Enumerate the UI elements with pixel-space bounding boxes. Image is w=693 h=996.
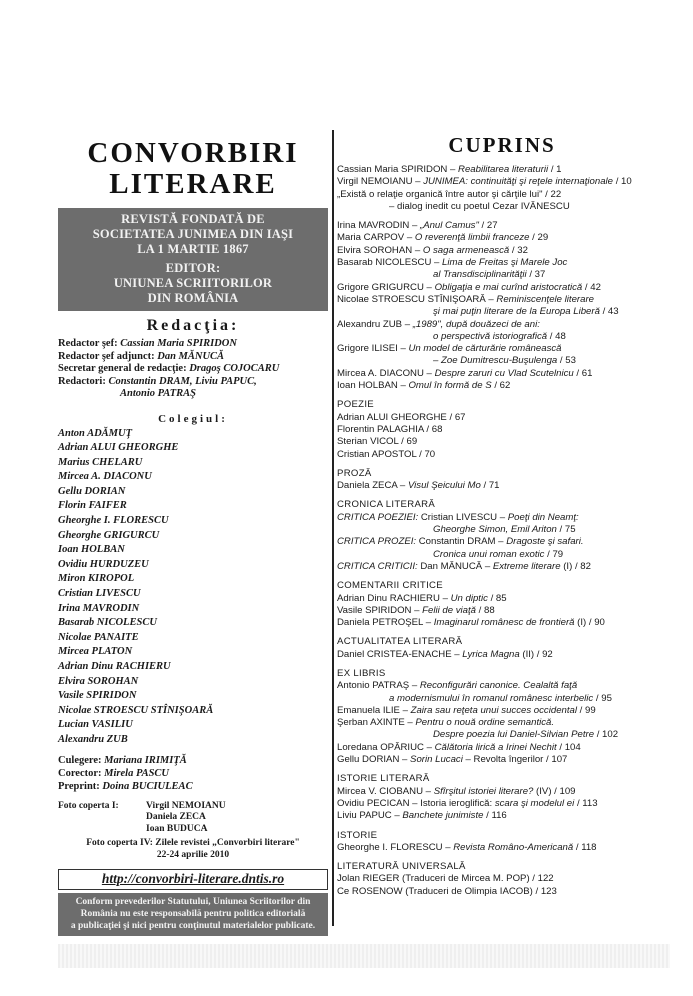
cover1-label: Foto coperta I:: [58, 800, 119, 811]
disclaimer-line: a publicaţiei şi nici pentru conţinutul materialelor publicate.: [70, 921, 316, 932]
member-name: Mircea A. DIACONU: [58, 471, 152, 483]
toc-entry: [337, 368, 667, 380]
page-number: / 22: [542, 188, 562, 200]
toc-entry: [337, 424, 667, 436]
entry-title: „1989", după douăzeci de ani:: [412, 318, 540, 330]
page-number: / 27: [478, 220, 498, 232]
founded-line: LA 1 MARTIE 1867: [137, 242, 249, 256]
member-name: Elvira SOROHAN: [58, 675, 139, 687]
member-name: Nicolae PANAITE: [58, 631, 139, 643]
entry-title: CRITICA CRITICII:: [337, 560, 418, 572]
toc-entry: [337, 201, 667, 213]
member-name: Mircea PLATON: [58, 646, 133, 658]
page-number: (I) / 90: [574, 617, 605, 629]
entry-title: Dragoste şi safari.: [506, 536, 584, 548]
entry-title: Felii de viaţă: [422, 604, 476, 616]
toc-entry: [337, 294, 667, 306]
entry-author: Daniel CRISTEA-ENACHE –: [337, 648, 463, 660]
section-title: EX LIBRIS: [337, 667, 386, 679]
entry-title: scara şi modelul ei: [494, 797, 575, 809]
toc-entry: [337, 705, 667, 717]
section-title: ISTORIE: [337, 829, 378, 841]
entry-author: Basarab NICOLESCU –: [337, 257, 443, 269]
entry-title: Omul în formă de S: [408, 380, 492, 392]
entry-title: Călătoria lirică a Irinei Nechit: [434, 741, 557, 753]
entry-author: Alexandru ZUB –: [337, 318, 413, 330]
entry-author: Vasile SPIRIDON –: [337, 604, 423, 616]
toc-section-heading: [337, 580, 667, 592]
entry-title: Pentru o nouă ordine semantică.: [415, 717, 555, 729]
toc-entry: [337, 436, 667, 448]
entry-title: „Anul Camus": [420, 220, 479, 232]
disclaimer-line: România nu este responsabilă pentru politica editorială: [80, 909, 306, 920]
toc-section-heading: [337, 468, 667, 480]
toc-section-heading: [337, 830, 667, 842]
member-name: Vasile SPIRIDON: [58, 690, 137, 702]
table-of-contents: [337, 164, 667, 898]
page-number: / 107: [543, 754, 568, 766]
staff-list: [58, 338, 328, 401]
entry-title: Banchete junimiste: [402, 810, 484, 822]
toc-entry: [337, 343, 667, 355]
entry-title: Lima de Freitas şi Marele Joc: [442, 257, 568, 269]
entry-author: Maria CARPOV –: [337, 232, 415, 244]
entry-title: O reverenţă limbii franceze: [414, 232, 530, 244]
toc-section-heading: [337, 668, 667, 680]
toc-entry: [337, 282, 667, 294]
staff-row: [58, 338, 328, 351]
page-number: / 104: [556, 741, 581, 753]
toc-entry: [337, 886, 667, 898]
member-name: Anton ADĂMUŢ: [58, 427, 133, 439]
page-number: / 62: [491, 380, 511, 392]
tech-name: Mirela PASCU: [104, 767, 170, 779]
toc-entry: [337, 742, 667, 754]
entry-author: Virgil NEMOIANU –: [337, 176, 424, 188]
entry-author: Grigore GRIGURCU –: [337, 281, 435, 293]
staff-row: [58, 363, 328, 376]
toc-entry: [337, 257, 667, 269]
entry-author: Elvira SOROHAN –: [337, 244, 423, 256]
tech-role: Culegere:: [58, 754, 102, 766]
toc-entry: [337, 842, 667, 854]
page-number: / 1: [548, 164, 562, 175]
toc-entry: [337, 810, 667, 822]
staff-role: Redactori:: [58, 375, 106, 387]
toc-entry: [337, 319, 667, 331]
section-title: CRONICA LITERARĂ: [337, 499, 436, 511]
section-title: PROZĂ: [337, 467, 372, 479]
member-name: Alexandru ZUB: [58, 733, 128, 745]
staff-name: Constantin DRAM, Liviu PAPUC,: [108, 375, 257, 387]
entry-title: Gheorghe Simon, Emil Ariton: [433, 524, 557, 536]
page-number: / 48: [547, 330, 566, 342]
member-name: Miron KIROPOL: [58, 573, 135, 585]
entry-title: o perspectivă istoriografică: [433, 330, 548, 342]
entry-author: Daniela ZECA –: [337, 480, 408, 492]
column-divider: [332, 130, 334, 926]
page-number: / 43: [599, 306, 619, 318]
entry-title: Sorin Lucaci: [410, 754, 463, 766]
member-name: Nicolae STROESCU STÎNIŞOARĂ: [58, 704, 214, 716]
section-title: LITERATURĂ UNIVERSALĂ: [337, 861, 466, 873]
member-name: Marius CHELARU: [58, 456, 143, 468]
entry-author: – dialog inedit cu poetul Cezar IVĂNESCU: [389, 200, 570, 212]
page-number: / 122: [529, 873, 554, 885]
staff-name: Cassian Maria SPIRIDON: [120, 338, 237, 349]
toc-entry: [337, 605, 667, 617]
entry-author: Dan MĂNUCĂ –: [417, 560, 493, 572]
toc-entry: [337, 189, 667, 201]
page-number: / 102: [594, 729, 619, 741]
staff-name: Antonio PATRAŞ: [120, 388, 196, 399]
entry-title: O saga armenească: [422, 244, 510, 256]
page-number: / 116: [483, 810, 507, 822]
toc-section-heading: [337, 636, 667, 648]
toc-entry: [337, 480, 667, 492]
founded-box: [58, 208, 328, 311]
page-number: / 113: [574, 797, 598, 809]
founded-line: REVISTĂ FONDATĂ DE: [121, 212, 265, 226]
members-list: [58, 427, 328, 748]
editor-line: UNIUNEA SCRIITORILOR: [113, 276, 273, 290]
member-name: Lucian VASILIU: [58, 719, 133, 731]
entry-title: Un diptic: [450, 592, 488, 604]
tech-row: [58, 754, 328, 767]
staff-role: Redactor şef adjunct:: [58, 350, 155, 362]
page-number: / 61: [573, 367, 593, 379]
member-name: Gheorghe I. FLORESCU: [58, 515, 169, 527]
toc-entry: [337, 693, 667, 705]
member-name: Ovidiu HURDUZEU: [58, 558, 149, 570]
member-name: Gellu DORIAN: [58, 485, 126, 497]
page-number: / 70: [416, 448, 436, 460]
tech-role: Preprint:: [58, 780, 100, 792]
entry-title: Zaira sau reţeta unui succes occidental: [410, 704, 577, 716]
photo-credits: [58, 801, 328, 862]
page-number: / 37: [526, 269, 546, 281]
page-number: / 69: [398, 436, 418, 448]
section-title: ISTORIE LITERARĂ: [337, 773, 430, 785]
entry-title: Revista Româno-Americană: [453, 841, 574, 853]
toc-entry: [337, 536, 667, 548]
toc-gap: [337, 213, 667, 220]
cover4-date: 22-24 aprilie 2010: [156, 849, 230, 860]
entry-author: Gellu DORIAN –: [337, 754, 411, 766]
tech-role: Corector:: [58, 767, 102, 779]
entry-author: Florentin PALAGHIA: [337, 423, 424, 435]
section-title: POEZIE: [337, 399, 374, 411]
entry-title: a modernismului în romanul românesc interbelic: [389, 692, 594, 704]
member-name: Basarab NICOLESCU: [58, 617, 157, 629]
entry-author: Ce ROSENOW (Traduceri de Olimpia IACOB): [337, 885, 533, 897]
toc-section-heading: [337, 861, 667, 873]
page-number: / 32: [509, 244, 528, 256]
page-number: / 29: [529, 232, 549, 244]
disclaimer-line: Conform prevederilor Statutului, Uniunea Scriitorilor din: [75, 897, 311, 908]
tech-credits: [58, 754, 328, 793]
entry-title: Obligaţia e mai curînd aristocratică: [434, 281, 583, 293]
staff-role: Secretar general de redacţie:: [58, 363, 187, 374]
toc-entry: [337, 617, 667, 629]
founded-line: SOCIETATEA JUNIMEA DIN IAŞI: [92, 227, 294, 241]
entry-author: Mircea V. CIOBANU –: [337, 785, 434, 797]
entry-author: „Există o relaţie organică între autor şi cărţile lui": [337, 188, 543, 200]
entry-author: Nicolae STROESCU STÎNIŞOARĂ –: [337, 293, 497, 305]
entry-author: Ioan HOLBAN –: [337, 380, 409, 392]
page-number: / 88: [476, 604, 495, 616]
entry-author: Liviu PAPUC –: [337, 810, 403, 822]
page-number: / 68: [423, 423, 443, 435]
toc-entry: [337, 561, 667, 573]
cover1-name: Ioan BUDUCA: [146, 823, 208, 834]
page-number: / 99: [577, 704, 596, 716]
entry-author: Adrian Dinu RACHIERU –: [337, 592, 451, 604]
cover1-name: Daniela ZECA: [146, 812, 206, 823]
toc-entry: [337, 380, 667, 392]
entry-author: Cassian Maria SPIRIDON –: [337, 164, 459, 175]
toc-entry: [337, 593, 667, 605]
staff-name: Dragoş COJOCARU: [189, 363, 280, 374]
entry-title: Cronica unui roman exotic: [433, 548, 545, 560]
contents-column: [337, 133, 667, 898]
staff-row: [58, 388, 328, 401]
page-number: / 67: [446, 411, 466, 423]
page-number: / 95: [593, 692, 612, 704]
toc-section-heading: [337, 499, 667, 511]
page-number: / 42: [582, 281, 601, 293]
entry-author: Gheorghe I. FLORESCU –: [337, 841, 454, 853]
toc-entry: [337, 786, 667, 798]
page-number: / 71: [480, 480, 500, 492]
toc-entry: [337, 232, 667, 244]
editor-line: DIN ROMÂNIA: [147, 291, 239, 305]
entry-author: Loredana OPĂRIUC –: [337, 741, 435, 753]
page-number: / 118: [573, 841, 597, 853]
member-name: Florin FAIFER: [58, 500, 127, 512]
entry-title: Un model de cărturărie românească: [408, 343, 562, 355]
page-number: / 85: [487, 592, 507, 604]
entry-title: JUNIMEA: continuităţi şi reţele internaţionale: [423, 176, 614, 188]
member-name: Adrian Dinu RACHIERU: [58, 661, 171, 672]
entry-author: Cristian APOSTOL: [337, 448, 417, 460]
entry-author: Antonio PATRAŞ –: [337, 680, 420, 692]
member-name: Adrian ALUI GHEORGHE: [58, 442, 179, 454]
entry-title: CRITICA PROZEI:: [337, 536, 417, 548]
member-name: Gheorghe GRIGURCU: [58, 529, 160, 541]
entry-title: Imaginarul românesc de frontieră: [433, 617, 575, 629]
entry-author: Adrian ALUI GHEORGHE: [337, 411, 447, 423]
toc-entry: [337, 680, 667, 692]
staff-row: [58, 351, 328, 364]
toc-entry: [337, 754, 667, 766]
entry-author: Grigore ILISEI –: [337, 343, 409, 355]
toc-entry: [337, 355, 667, 367]
member-name: Cristian LIVESCU: [58, 588, 141, 600]
tech-row: [58, 780, 328, 793]
staff-role: Redactor şef:: [58, 338, 118, 349]
toc-entry: [337, 306, 667, 318]
page-number: (II) / 92: [519, 648, 553, 660]
masthead-title: [58, 138, 328, 200]
page-number: / 79: [544, 548, 564, 560]
toc-entry: [337, 449, 667, 461]
page-number: (I) / 82: [560, 560, 591, 572]
entry-author: Jolan RIEGER (Traduceri de Mircea M. POP): [337, 873, 530, 885]
entry-author: Cristian LIVESCU –: [418, 511, 508, 523]
toc-entry: [337, 176, 667, 188]
contents-title: CUPRINS: [448, 133, 556, 157]
masthead-line: CONVORBIRI: [87, 137, 299, 169]
toc-entry: [337, 798, 667, 810]
member-name: Irina MAVRODIN: [58, 602, 140, 614]
page-number: / 53: [557, 355, 576, 367]
toc-entry: [337, 549, 667, 561]
page-number: / 10: [613, 176, 632, 188]
page-number: / 123: [532, 885, 557, 897]
toc-entry: [337, 873, 667, 885]
tech-name: Doina BUCIULEAC: [102, 780, 193, 792]
page-number: (IV) / 109: [533, 785, 576, 797]
toc-entry: [337, 220, 667, 232]
section-title: COMENTARII CRITICE: [337, 580, 443, 592]
page-bottom-band: [58, 944, 670, 968]
entry-author: Daniela PETROŞEL –: [337, 617, 434, 629]
entry-author: Mircea A. DIACONU –: [337, 367, 435, 379]
cover1-name: Virgil NEMOIANU: [146, 800, 226, 811]
member-name: Ioan HOLBAN: [58, 544, 125, 556]
toc-entry: [337, 717, 667, 729]
staff-row: [58, 376, 328, 389]
toc-entry: [337, 512, 667, 524]
colegiul-heading: Colegiul:: [158, 412, 228, 425]
entry-author: Constantin DRAM –: [416, 536, 507, 548]
tech-row: [58, 767, 328, 780]
entry-title: Reminiscenţele literare: [496, 293, 594, 305]
entry-author: Sterian VICOL: [337, 436, 399, 448]
page-number: / 75: [556, 524, 576, 536]
toc-entry: [337, 164, 667, 176]
section-title: ACTUALITATEA LITERARĂ: [337, 636, 463, 648]
entry-author: Emanuela ILIE –: [337, 704, 411, 716]
toc-entry: [337, 331, 667, 343]
staff-name: Dan MĂNUCĂ: [157, 350, 225, 362]
entry-author: Şerban AXINTE –: [337, 717, 416, 729]
entry-title: Extreme literare: [492, 560, 561, 572]
entry-title: al Transdisciplinarităţii: [433, 269, 527, 281]
entry-title: CRITICA POEZIEI:: [337, 511, 419, 523]
entry-title: Despre zaruri cu Vlad Scutelnicu: [434, 367, 574, 379]
toc-entry: [337, 245, 667, 257]
entry-title: şi mai puţin literare de la Europa Liberă: [433, 306, 600, 318]
redactia-heading: Redacţia:: [146, 317, 240, 334]
masthead-column: [58, 138, 328, 936]
editor-line: EDITOR:: [165, 261, 221, 275]
toc-entry: [337, 729, 667, 741]
masthead-line: LITERARE: [109, 168, 277, 200]
toc-entry: [337, 412, 667, 424]
disclaimer-box: [58, 893, 328, 936]
tech-name: Mariana IRIMIŢĂ: [104, 754, 187, 766]
entry-title: Visul Şeicului Mo: [407, 480, 481, 492]
entry-title: – Zoe Dumitrescu-Buşulenga: [433, 355, 558, 367]
entry-title: Despre poezia lui Daniel-Silvian Petre: [433, 729, 595, 741]
entry-title: Reabilitarea literaturii: [458, 164, 549, 175]
toc-entry: [337, 269, 667, 281]
toc-section-heading: [337, 773, 667, 785]
entry-title: Lyrica Magna: [462, 648, 520, 660]
entry-title: Sfîrşitul istoriei literare?: [433, 785, 534, 797]
toc-entry: [337, 524, 667, 536]
entry-author: – Revolta îngerilor: [462, 754, 544, 766]
entry-title: Poeţi din Neamţ:: [507, 511, 579, 523]
entry-author: Irina MAVRODIN –: [337, 220, 420, 232]
cover4-credit: Foto coperta IV: Zilele revistei „Convorbiri literare": [86, 838, 300, 849]
entry-title: Reconfigurări canonice. Cealaltă faţă: [419, 680, 578, 692]
website-link[interactable]: http://convorbiri-literare.dntis.ro: [58, 869, 328, 890]
entry-author: Ovidiu PECICAN – Istoria ieroglifică:: [337, 797, 495, 809]
toc-entry: [337, 649, 667, 661]
toc-section-heading: [337, 399, 667, 411]
